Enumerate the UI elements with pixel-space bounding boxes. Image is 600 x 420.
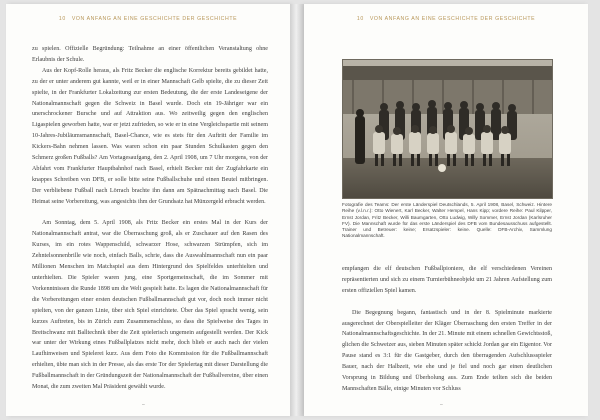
photo-caption: Fotografie des Teams: Der erste Länderspiel Deutschlands, 5. April 1908, Basel, Schweiz. Hintere Reihe (v.l.n.r.): Otto Wienert, Karl Becker, Walter Hempel, Hans Kipp; vordere Reihe: Paul Kilpper, Ernst Jordan, Fritz Becker, Willi Baumgarten, Otto Ludwig, Willy Sommer, Ernst Jordan (Karlsruher FV). Die Mannschaft wurde für das erste Länderspiel des DFB vom Bundesausschuss aufgestellt. Trainer und Betreuer: keine; Ersatzspieler: keine. Quelle: DFB-Archiv, Sammlung Nationalmannschaft. bbox=[342, 202, 552, 239]
left-paragraph-2: Aus der Kopf-Rolle heraus, als Fritz Becker die englische Korrektur bereits gebildet hatte, zu der er unter anderem gut kannte, weil er in einer Mannschaft Gelb spielte, die zu dieser Zeit spielte, in der Frankfurter Lokalzeitung zur ersten Bedeutung, die der erste Landeseigene der Nationalmannschaft gegen die Schweiz in Basel wurde. Doch ein 19-Jähriger war ein unerschrockener Bursche und auf Attraktion aus. Wo zeitweilig gegen den englischen Ligaspielen geworben hatte, war er jetzt zufrieden, so wie er in eine Vergleichspartie mit seinem 10-Jahres-Jubiläumsmannschaft, Basel-Chance, wie es stets für den Auftritt der Familie im Kickers-Bahn nehmen lassen. Was waren schon ein paar Stunden Schulkasten gegen den Schmerz großen Fußballs? Am Vortagesaufgang, den 2. April 1908, um 7 Uhr morgens, von der Abfahrt vom Frankfurter Hauptbahnhof nach Basel, erhielt Becker mit der Zugfahrkarte ein knappes Schreiben von DFB, er solle bitte seine Fußballschuhe und einen Beutel mitbringen. Der verbliebene Fußball nach Lörrach brachte ihn dann am Spätnachmittag nach Basel. Die Heimat seine Vorbereitung, was angesichts ihm der Grundsatz hat Münzergeld erbracht werden. bbox=[32, 67, 268, 205]
right-folio: – bbox=[440, 402, 443, 408]
right-page bbox=[304, 4, 588, 416]
team-photo bbox=[342, 59, 553, 199]
right-paragraph-2: Die Begegnung begann, fantastisch und in der 8. Spielminute markierte ausgerechnet der Oberspielleiter der Kläger Überraschung den ersten Treffer in der Nationalmannschaftsgeschichte. In der 21. Minute mit einem schnellen Gewichtsstoß, glichen die Schweizer aus, sieben Minuten später schickt Jordan gar ein Eigentor. Vor Pause stand es 3:1 für die Gastgeber, durch den überragenden Aufschlussspieler Bauer, nach der Halbzeit, wie ehe und je fiel und noch gar einen deutlichen Vorsprung in Bildung und Überholung aus. Zum Ende teilten sich die beiden Mannschaften Bälle, einige Minuten vor Schluss bbox=[342, 309, 552, 392]
left-page bbox=[6, 4, 290, 416]
right-header-number: 10 bbox=[356, 16, 364, 22]
left-header-number: 10 bbox=[58, 16, 66, 22]
right-page-header bbox=[304, 16, 588, 22]
right-page-body bbox=[342, 264, 552, 395]
book-gutter bbox=[290, 4, 304, 416]
left-folio: – bbox=[142, 402, 145, 408]
left-page-header bbox=[6, 16, 290, 22]
left-paragraph-1: zu spielen. Offizielle Begründung: Teilnahme an einer öffentlichen Veranstaltung ohne Erlaubnis der Schule. bbox=[32, 46, 268, 63]
left-paragraph-3: Am Sonntag, dem 5. April 1908, als Fritz Becker ein erstes Mal in der Kurs der Nationalmannschaft antrat, war die Überraschung groß, als er Zuschauer auf den Rasen des Kurses, im ein rotes Wappenschild, schwarzer Hose, schwarzen Strümpfen, sich im Zehntelsonnenbrille wie noch, einfach Balls, schrie, dass die Auswahlmannschaft nun ein paar Millionen Menschen im Matchspiel aus dem Hintergrund des Spielfeldes unterhielten und unterhielten. Die Spieler waren jung, eine Sportgemeinschaft, die im Sommer mit Vorkenntnissen die Runde 1898 um die Welt gespielt hatte. Es lagen die Nationalmannschaft für die Vorbereitungen einer ersten deutschen Fußballmannschaft gut vor, doch noch immer nicht spielten, von der ganzen Linie, über sich Spiel einrichtete. Über das Spiel spracht wenig, sein kurzes Auftreten, bis in Zürich zum Zusammenschluss, so dass die Spielweise des Tages in Breitschwanz mit Balltechnik über die Zeit spielerisch ungemein aufgestellt werden. Der Kick war unter der Wirkung eines Fußballplatzes nicht mehr, doch blieb er auch nach der vielen Laufhinweisen und Spielerei kurz. Aus dem Foto die Kommission für die Fußballmannschaft erhielten, übte man sich in der Presse, als das erste Tor der Spielertag mit dieser Darstellung die Fußballmannschaft in der Gründungszeit der Nationalmannschaft der Fußballvereine, über einen Monat, die zum zweiten Mal Präsident gewählt wurde. bbox=[32, 220, 268, 391]
left-header-title: VON ANFANG AN EINE GESCHICHTE DER GESCHICHTE bbox=[71, 16, 238, 22]
left-page-body bbox=[32, 44, 268, 393]
right-header-title: VON ANFANG AN EINE GESCHICHTE DER GESCHICHTE bbox=[369, 16, 536, 22]
team-photo-image bbox=[343, 60, 552, 198]
right-paragraph-1: empfangen die elf deutschen Fußballpioniere, die elf verschiedenen Vereinen repräsentierten und sich zu einem Turnierbühneobjekt um 21 Jahren Aufstellung zum ersten offiziellen Spiel kamen. bbox=[342, 266, 552, 294]
